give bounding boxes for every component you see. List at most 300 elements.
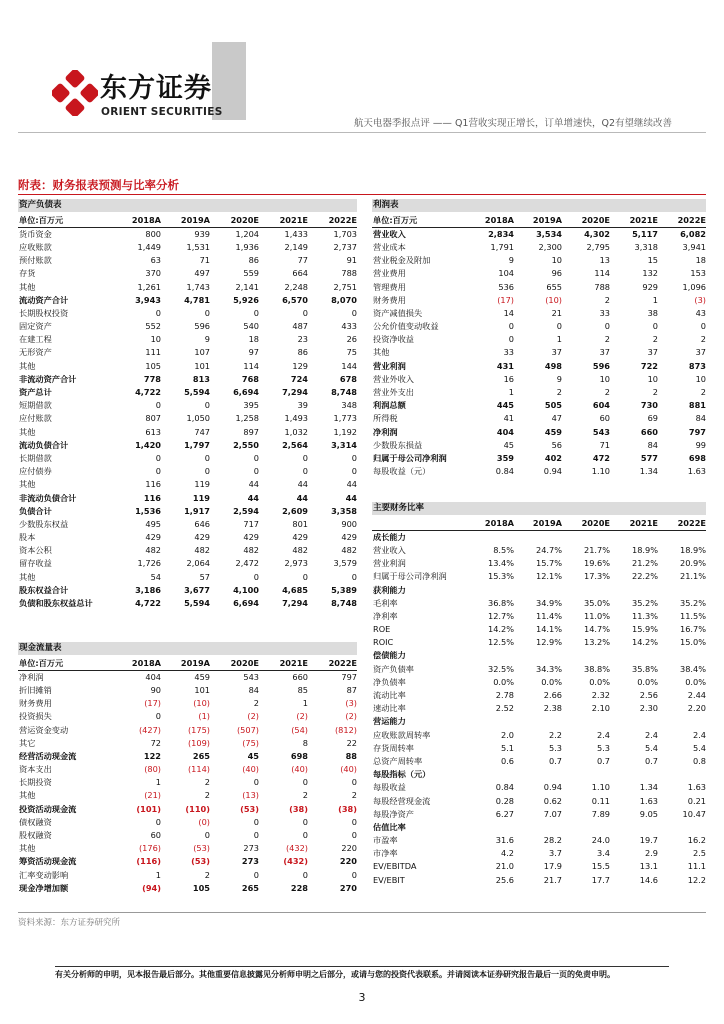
cell-value: 2 — [204, 790, 210, 801]
cell-value: 0 — [351, 869, 357, 880]
cell-value: 2,609 — [282, 505, 308, 516]
cell-value: 3,534 — [536, 228, 562, 239]
year-header: 2019A — [180, 215, 210, 225]
cell-value: 459 — [544, 426, 562, 437]
cell-value: 655 — [546, 281, 562, 292]
cell-value: 3,186 — [135, 584, 161, 595]
cell-value: 1,536 — [135, 505, 161, 516]
table-row — [18, 584, 357, 597]
cell-value: 0 — [302, 452, 308, 463]
row-label: 汇率变动影响 — [19, 869, 69, 880]
cell-value: 0 — [508, 321, 514, 332]
cell-value: 2 — [604, 387, 610, 398]
cell-value: 3,318 — [634, 241, 658, 252]
cell-value: 1.10 — [591, 466, 610, 477]
row-label: 应收账款周转率 — [373, 729, 431, 740]
cell-value: 359 — [496, 452, 514, 463]
cell-value: 4,722 — [135, 598, 161, 609]
table-row — [372, 465, 706, 478]
cell-value: 2.52 — [495, 703, 514, 714]
table-row — [18, 386, 357, 399]
row-label: 管理费用 — [373, 281, 406, 292]
cell-value: 11.4% — [535, 610, 562, 621]
year-header: 2020E — [230, 658, 259, 668]
cell-value: 273 — [241, 856, 259, 867]
table-row — [18, 776, 357, 789]
cell-value: 2.10 — [591, 703, 610, 714]
cell-value: 5,389 — [331, 584, 357, 595]
cell-value: 1,032 — [284, 426, 308, 437]
cell-value: (13) — [242, 790, 259, 801]
table-row — [372, 346, 706, 359]
cell-value: 15.7% — [535, 558, 562, 569]
cell-value: (10) — [193, 698, 210, 709]
row-label: 营业收入 — [373, 228, 406, 239]
header-divider — [18, 132, 706, 133]
cell-value: 12.5% — [487, 637, 514, 648]
orient-securities-logo-icon — [52, 70, 98, 116]
brand-name-en: ORIENT SECURITIES — [101, 106, 223, 118]
cell-value: 2 — [351, 790, 357, 801]
cell-value: 26 — [346, 334, 357, 345]
cell-value: 2.32 — [591, 690, 610, 701]
cell-value: 63 — [150, 255, 161, 266]
table-title: 利润表 — [372, 199, 706, 212]
row-label: ROIC — [373, 637, 394, 648]
cell-value: 11.5% — [679, 610, 706, 621]
cell-value: 0.94 — [543, 782, 562, 793]
cell-value: 2.78 — [495, 690, 514, 701]
year-header: 2020E — [581, 215, 610, 225]
row-label: 负债合计 — [19, 505, 52, 516]
row-label: 长期股权投资 — [19, 307, 69, 318]
cell-value: 57 — [199, 571, 210, 582]
table-row — [372, 241, 706, 254]
cell-value: 402 — [544, 452, 562, 463]
table-row — [18, 842, 357, 855]
cell-value: 72 — [150, 737, 161, 748]
cell-value: 3,579 — [333, 558, 357, 569]
cell-value: 0 — [302, 571, 308, 582]
cell-value: 10 — [695, 373, 706, 384]
table-section-row — [372, 531, 706, 544]
cell-value: 11.1 — [687, 861, 706, 872]
row-label: 少数股东权益 — [19, 518, 69, 529]
table-row — [18, 571, 357, 584]
cell-value: 807 — [145, 413, 161, 424]
cell-value: 86 — [248, 255, 259, 266]
cell-value: 540 — [243, 321, 259, 332]
table-row — [18, 373, 357, 386]
cell-value: (427) — [138, 724, 161, 735]
cell-value: 2 — [556, 387, 562, 398]
cell-value: 543 — [592, 426, 610, 437]
cell-value: 0.0% — [637, 676, 658, 687]
cell-value: 45 — [503, 439, 514, 450]
cell-value: 482 — [243, 545, 259, 556]
cell-value: 111 — [145, 347, 161, 358]
cell-value: 0 — [204, 452, 210, 463]
cell-value: 1 — [302, 698, 308, 709]
cell-value: 101 — [194, 684, 210, 695]
cell-value: 939 — [194, 228, 210, 239]
cell-value: 429 — [194, 532, 210, 543]
cell-value: 24.0 — [591, 835, 610, 846]
cell-value: (3) — [345, 698, 357, 709]
cell-value: 797 — [688, 426, 706, 437]
page-number: 3 — [358, 991, 366, 1004]
table-row — [18, 597, 357, 610]
cell-value: 116 — [145, 479, 161, 490]
row-label: 预付账款 — [19, 255, 52, 266]
table-row — [372, 781, 706, 794]
row-label: 其他 — [19, 426, 36, 437]
cell-value: 5,594 — [184, 598, 210, 609]
table-row — [18, 426, 357, 439]
unit-label: 单位:百万元 — [19, 215, 64, 225]
source-divider — [18, 912, 706, 913]
cell-value: 105 — [145, 360, 161, 371]
table-row — [372, 689, 706, 702]
cell-value: 21.1% — [679, 571, 706, 582]
year-header: 2019A — [180, 658, 210, 668]
cell-value: 1 — [155, 869, 161, 880]
cell-value: (116) — [136, 856, 161, 867]
row-label: 营业税金及附加 — [373, 255, 431, 266]
cell-value: 0 — [155, 466, 161, 477]
cell-value: 2 — [204, 777, 210, 788]
row-label: 股东权益合计 — [19, 584, 69, 595]
cell-value: 44 — [345, 492, 357, 503]
cell-value: 482 — [292, 545, 308, 556]
cell-value: 3.7 — [548, 848, 562, 859]
table-row — [372, 360, 706, 373]
cell-value: 0 — [652, 321, 658, 332]
row-label: 股本 — [19, 532, 36, 543]
cell-value: 119 — [194, 479, 210, 490]
cell-value: 1.63 — [687, 466, 706, 477]
cell-value: 722 — [640, 360, 658, 371]
section-title: 附表：财务报表预测与比率分析 — [18, 178, 179, 192]
table-row — [372, 623, 706, 636]
cell-value: 495 — [145, 518, 161, 529]
cell-value: 0.8 — [692, 755, 706, 766]
cell-value: 5.4 — [692, 742, 706, 753]
cell-value: 2 — [302, 790, 308, 801]
cell-value: 6,082 — [680, 228, 706, 239]
cell-value: 730 — [640, 400, 658, 411]
cell-value: 404 — [145, 671, 161, 682]
cell-value: 24.7% — [535, 544, 562, 555]
cell-value: 0.6 — [500, 755, 514, 766]
cell-value: 20.9% — [679, 558, 706, 569]
row-label: 归属于母公司净利润 — [373, 571, 447, 582]
cell-value: 4,722 — [135, 387, 161, 398]
cell-value: 2.66 — [543, 690, 562, 701]
cell-value: 8 — [302, 737, 308, 748]
cell-value: 1 — [508, 387, 514, 398]
cell-value: 15 — [647, 255, 658, 266]
cell-value: 2,834 — [488, 228, 514, 239]
cell-value: 2 — [253, 698, 259, 709]
table-row — [18, 307, 357, 320]
table-row — [18, 724, 357, 737]
cell-value: 482 — [145, 545, 161, 556]
cell-value: 1.34 — [639, 782, 658, 793]
cell-value: 86 — [297, 347, 308, 358]
cell-value: (21) — [144, 790, 161, 801]
cell-value: 99 — [695, 439, 706, 450]
cell-value: (3) — [694, 294, 706, 305]
row-label: 在建工程 — [19, 334, 52, 345]
cell-value: 0 — [204, 400, 210, 411]
cell-value: 77 — [297, 255, 308, 266]
cell-value: 114 — [594, 268, 610, 279]
table-row — [18, 412, 357, 425]
cell-value: 497 — [194, 268, 210, 279]
cell-value: 1.63 — [639, 795, 658, 806]
year-header: 2018A — [131, 215, 161, 225]
cell-value: 12.9% — [535, 637, 562, 648]
cell-value: 3,358 — [331, 505, 357, 516]
cell-value: 32.5% — [487, 663, 514, 674]
table-row — [18, 505, 357, 518]
table-row — [18, 710, 357, 723]
row-label: 营业成本 — [373, 241, 406, 252]
cell-value: 116 — [143, 492, 161, 503]
cell-value: 698 — [688, 452, 706, 463]
table-row — [18, 855, 357, 868]
cell-value: 660 — [640, 426, 658, 437]
table-row — [18, 671, 357, 684]
cell-value: (38) — [289, 803, 308, 814]
cell-value: 34.9% — [535, 597, 562, 608]
cell-value: 17.9 — [543, 861, 562, 872]
row-label: 每股净资产 — [373, 808, 414, 819]
cell-value: 35.8% — [631, 663, 658, 674]
row-label: 获利能力 — [373, 584, 406, 595]
cell-value: 0 — [351, 816, 357, 827]
cell-value: 265 — [241, 882, 259, 893]
year-header: 2022E — [328, 658, 357, 668]
table-row — [18, 697, 357, 710]
row-label: 市净率 — [373, 848, 398, 859]
cell-value: (94) — [142, 882, 161, 893]
cell-value: 4,685 — [282, 584, 308, 595]
table-row — [372, 439, 706, 452]
cell-value: 14.2% — [487, 624, 514, 635]
cell-value: 2 — [604, 334, 610, 345]
cell-value: 38 — [647, 307, 658, 318]
cell-value: 153 — [690, 268, 706, 279]
row-label: 营业外支出 — [373, 387, 414, 398]
cell-value: 0.0% — [493, 676, 514, 687]
cell-value: 404 — [496, 426, 514, 437]
table-row — [18, 254, 357, 267]
cell-value: 36.8% — [487, 597, 514, 608]
cell-value: 0 — [556, 321, 562, 332]
table-row — [372, 610, 706, 623]
table-row — [372, 399, 706, 412]
row-label: 归属于母公司净利润 — [373, 452, 447, 463]
brand-name-cn: 东方证券 — [100, 73, 212, 104]
cell-value: 0 — [155, 452, 161, 463]
cell-value: 41 — [503, 413, 514, 424]
table-section-row — [372, 649, 706, 662]
cell-value: (2) — [296, 711, 308, 722]
cell-value: 2,248 — [284, 281, 308, 292]
section-divider — [18, 194, 706, 195]
cell-value: 5,117 — [632, 228, 658, 239]
table-row — [372, 663, 706, 676]
row-label: 资产总计 — [19, 387, 52, 398]
row-label: 流动比率 — [373, 690, 406, 701]
cell-value: 2 — [700, 387, 706, 398]
cell-value: 1,420 — [135, 439, 161, 450]
table-row — [18, 320, 357, 333]
table-row — [18, 439, 357, 452]
row-label: 长期借款 — [19, 452, 52, 463]
cell-value: (53) — [193, 843, 210, 854]
cell-value: (2) — [345, 711, 357, 722]
cell-value: 17.7 — [591, 874, 610, 885]
cell-value: 97 — [248, 347, 259, 358]
cell-value: 0 — [351, 777, 357, 788]
cell-value: 11.3% — [631, 610, 658, 621]
table-row — [372, 333, 706, 346]
cell-value: 788 — [594, 281, 610, 292]
cell-value: 395 — [243, 400, 259, 411]
table-header-row — [18, 214, 357, 228]
cell-value: 28.2 — [543, 835, 562, 846]
cell-value: 1,531 — [186, 241, 210, 252]
cell-value: 2 — [652, 387, 658, 398]
year-header: 2020E — [230, 215, 259, 225]
cell-value: 3,677 — [184, 584, 210, 595]
cell-value: 0 — [351, 830, 357, 841]
cell-value: 107 — [194, 347, 210, 358]
cell-value: 2,564 — [282, 439, 308, 450]
cell-value: 15.3% — [487, 571, 514, 582]
table-row — [372, 570, 706, 583]
cell-value: 14 — [503, 307, 514, 318]
cell-value: 552 — [145, 321, 161, 332]
row-label: 其他 — [19, 843, 36, 854]
year-header: 2022E — [677, 518, 706, 528]
cell-value: 797 — [341, 671, 357, 682]
row-label: 营运能力 — [373, 716, 406, 727]
cell-value: 19.7 — [639, 835, 658, 846]
cell-value: 8,748 — [331, 387, 357, 398]
income-statement-table — [372, 199, 706, 478]
table-header-row — [372, 214, 706, 228]
row-label: 其他 — [373, 347, 390, 358]
table-row — [18, 882, 357, 895]
row-label: 固定资产 — [19, 321, 52, 332]
row-label: 股权融资 — [19, 830, 52, 841]
cell-value: 21.0 — [495, 861, 514, 872]
table-row — [18, 557, 357, 570]
row-label: 其他 — [19, 790, 36, 801]
cell-value: (40) — [340, 764, 357, 775]
cell-value: 1.63 — [687, 782, 706, 793]
cell-value: 724 — [290, 373, 308, 384]
table-row — [18, 737, 357, 750]
table-title: 主要财务比率 — [372, 502, 706, 515]
cell-value: 1,797 — [184, 439, 210, 450]
cell-value: 87 — [346, 684, 357, 695]
row-label: 投资净收益 — [373, 334, 414, 345]
cell-value: 15.9% — [631, 624, 658, 635]
year-header: 2018A — [131, 658, 161, 668]
cell-value: 6,694 — [233, 387, 259, 398]
table-row — [372, 808, 706, 821]
cell-value: 88 — [345, 750, 357, 761]
row-label: 流动负债合计 — [19, 439, 69, 450]
cell-value: 0.94 — [543, 466, 562, 477]
cell-value: 2.4 — [692, 729, 706, 740]
table-row — [18, 518, 357, 531]
cell-value: 543 — [243, 671, 259, 682]
table-row — [372, 228, 706, 241]
row-label: 非流动负债合计 — [19, 492, 77, 503]
row-label: 营业费用 — [373, 268, 406, 279]
cell-value: 13.4% — [487, 558, 514, 569]
cell-value: 5,926 — [233, 294, 259, 305]
cell-value: 7.89 — [591, 808, 610, 819]
cell-value: 660 — [292, 671, 308, 682]
cell-value: 0.0% — [541, 676, 562, 687]
cell-value: 2,594 — [233, 505, 259, 516]
cell-value: 0.28 — [495, 795, 514, 806]
cell-value: 45 — [247, 750, 259, 761]
cell-value: 0 — [302, 307, 308, 318]
source-note: 资料来源：东方证券研究所 — [18, 918, 121, 928]
table-row — [18, 399, 357, 412]
cell-value: 1,703 — [333, 228, 357, 239]
cell-value: 429 — [243, 532, 259, 543]
unit-label: 单位:百万元 — [19, 658, 64, 668]
table-row — [372, 874, 706, 887]
table-row — [372, 847, 706, 860]
row-label: 无形资产 — [19, 347, 52, 358]
cell-value: 132 — [642, 268, 658, 279]
cell-value: 0 — [302, 830, 308, 841]
row-label: ROE — [373, 624, 391, 635]
cell-value: 459 — [194, 671, 210, 682]
table-row — [372, 597, 706, 610]
cell-value: 104 — [498, 268, 514, 279]
year-header: 2020E — [581, 518, 610, 528]
year-header: 2021E — [279, 215, 308, 225]
row-label: 总资产周转率 — [373, 755, 423, 766]
cell-value: (2) — [247, 711, 259, 722]
cell-value: 929 — [642, 281, 658, 292]
cell-value: (109) — [187, 737, 210, 748]
row-label: 长期投资 — [19, 777, 52, 788]
cell-value: 1,917 — [184, 505, 210, 516]
row-label: 净利率 — [373, 610, 398, 621]
cell-value: 228 — [290, 882, 308, 893]
cell-value: 220 — [339, 856, 357, 867]
cell-value: 0 — [351, 571, 357, 582]
cell-value: 0 — [253, 816, 259, 827]
table-row — [372, 373, 706, 386]
cell-value: 429 — [341, 532, 357, 543]
year-header: 2018A — [484, 518, 514, 528]
table-row — [372, 544, 706, 557]
cell-value: 1,936 — [235, 241, 259, 252]
